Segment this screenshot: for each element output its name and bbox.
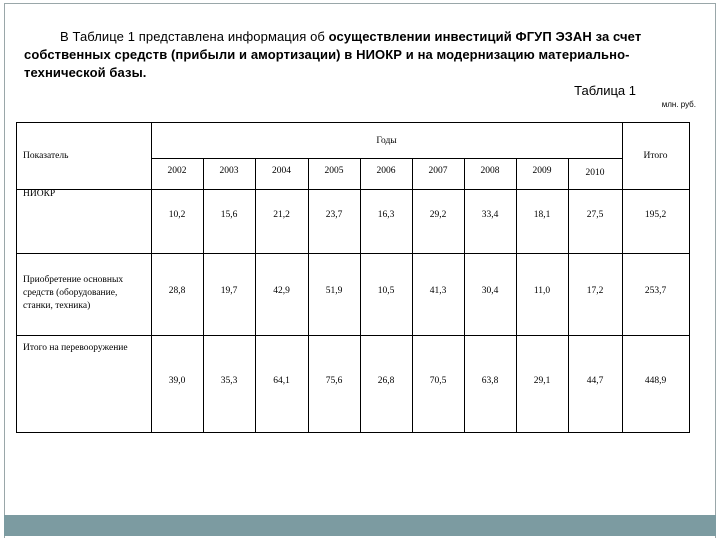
- row-divider: [17, 189, 689, 190]
- table-cell-total: 195,2: [644, 210, 667, 220]
- investment-table: [16, 122, 690, 433]
- table-cell: 26,8: [377, 376, 395, 386]
- table-cell: 39,0: [168, 376, 186, 386]
- table-cell: 18,1: [533, 210, 551, 220]
- table-cell: 42,9: [273, 286, 290, 296]
- table-cell: 11,0: [533, 286, 551, 296]
- year-header-2005: 2005: [324, 166, 344, 176]
- table-cell-total: 253,7: [644, 286, 667, 296]
- intro-text-bold: осуществлении инвестиций ФГУП ЭЗАН за счет собственных средств (прибыли и амортизации) в НИОКР и на модернизацию материально-технической базы.: [24, 29, 642, 80]
- year-header-2002: 2002: [167, 166, 187, 176]
- slide-frame-right: [715, 3, 716, 538]
- table-cell: 44,7: [586, 376, 604, 386]
- row-divider: [151, 158, 622, 159]
- table-cell: 51,9: [325, 286, 343, 296]
- header-indicator: Показатель: [23, 151, 69, 161]
- table-cell: 28,8: [168, 286, 186, 296]
- table-cell: 35,3: [220, 376, 238, 386]
- table-caption: Таблица 1: [574, 83, 636, 98]
- year-header-2006: 2006: [376, 166, 396, 176]
- table-cell: 70,5: [429, 376, 447, 386]
- section-label-niokr: НИОКР: [23, 189, 56, 199]
- table-cell: 33,4: [481, 210, 499, 220]
- table-cell: 10,2: [168, 210, 186, 220]
- intro-text: В Таблице 1 представлена информация об: [60, 29, 329, 44]
- table-cell: 29,1: [533, 376, 551, 386]
- intro-paragraph: [24, 28, 694, 82]
- header-years: Годы: [376, 136, 397, 146]
- slide-frame-left: [4, 3, 5, 538]
- year-header-2010: 2010: [585, 168, 605, 178]
- year-header-2008: 2008: [480, 166, 500, 176]
- year-header-2007: 2007: [428, 166, 448, 176]
- footer-bar: [4, 515, 716, 536]
- table-cell: 17,2: [586, 286, 604, 296]
- table-cell: 41,3: [429, 286, 447, 296]
- table-cell: 23,7: [325, 210, 343, 220]
- table-cell: 21,2: [273, 210, 290, 220]
- year-header-2004: 2004: [272, 166, 291, 176]
- slide-frame-top: [4, 3, 716, 7]
- row-label: Приобретение основных средств (оборудование, станки, техника): [23, 275, 124, 311]
- table-cell: 19,7: [220, 286, 238, 296]
- table-cell-total: 448,9: [644, 376, 667, 386]
- year-header-2009: 2009: [532, 166, 552, 176]
- table-cell: 10,5: [377, 286, 395, 296]
- table-cell: 29,2: [429, 210, 447, 220]
- table-cell: 75,6: [325, 376, 343, 386]
- table-cell: 63,8: [481, 376, 499, 386]
- year-header-2003: 2003: [219, 166, 239, 176]
- table-cell: 27,5: [586, 210, 604, 220]
- table-cell: 64,1: [273, 376, 290, 386]
- table-cell: 16,3: [377, 210, 395, 220]
- table-cell: 15,6: [220, 210, 238, 220]
- table-cell: 30,4: [481, 286, 499, 296]
- row-label: Итого на перевооружение: [23, 343, 128, 353]
- row-divider: [17, 253, 689, 254]
- header-total: Итого: [643, 151, 668, 161]
- row-divider: [17, 335, 689, 336]
- units-label: млн. руб.: [661, 100, 696, 109]
